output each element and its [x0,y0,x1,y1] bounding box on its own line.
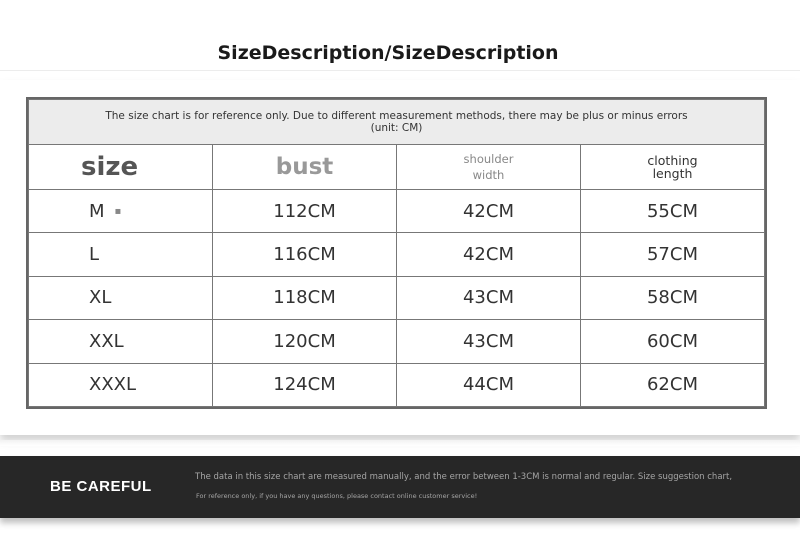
title-divider [0,70,800,71]
size-chart-unit: (unit: CM) [370,122,423,134]
bust-cell: 120CM [213,320,397,363]
length-cell: 62CM [581,363,765,406]
header-bust: bust [213,145,397,190]
header-shoulder-line2: width [472,168,505,182]
table-row [29,363,765,406]
size-value: M [89,200,105,222]
header-clothing-length [581,145,765,190]
length-cell: 57CM [581,233,765,276]
table-row [29,276,765,319]
notice-banner [0,456,800,518]
bust-cell: 118CM [213,276,397,319]
size-cell: XL [29,276,213,319]
size-cell: XXL [29,320,213,363]
shoulder-cell: 44CM [397,363,581,406]
table-row [29,320,765,363]
bust-cell: 112CM [213,190,397,233]
size-chart-note [29,100,765,145]
page-title: SizeDescription/SizeDescription [217,42,559,64]
shoulder-cell: 43CM [397,276,581,319]
header-row [29,145,765,190]
table-row [29,233,765,276]
size-cell [29,190,213,233]
header-length-line2: length [652,166,693,181]
shoulder-cell: 43CM [397,320,581,363]
size-chart-table [26,97,767,409]
length-cell: 60CM [581,320,765,363]
length-cell: 55CM [581,190,765,233]
card-shadow [0,440,800,446]
header-length-line1: clothing [647,153,698,168]
shoulder-cell: 42CM [397,233,581,276]
size-chart-note-text: The size chart is for reference only. Due to different measurement methods, there may be plus or minus errors [105,110,688,122]
size-cell: L [29,233,213,276]
bust-cell: 116CM [213,233,397,276]
header-shoulder-width [397,145,581,190]
header-size: size [29,145,213,190]
length-cell: 58CM [581,276,765,319]
notice-text-line2: For reference only, if you have any questions, please contact online customer service! [196,492,478,500]
header-shoulder-line1: shoulder [463,152,514,166]
table-row [29,190,765,233]
bust-cell: 124CM [213,363,397,406]
size-cell: XXXL [29,363,213,406]
dot-mark: ▪ [114,206,122,218]
notice-text-line1: The data in this size chart are measured manually, and the error between 1-3CM is normal and regular. Size suggestion chart, [195,472,733,482]
be-careful-label: BE CAREFUL [50,478,152,495]
shoulder-cell: 42CM [397,190,581,233]
